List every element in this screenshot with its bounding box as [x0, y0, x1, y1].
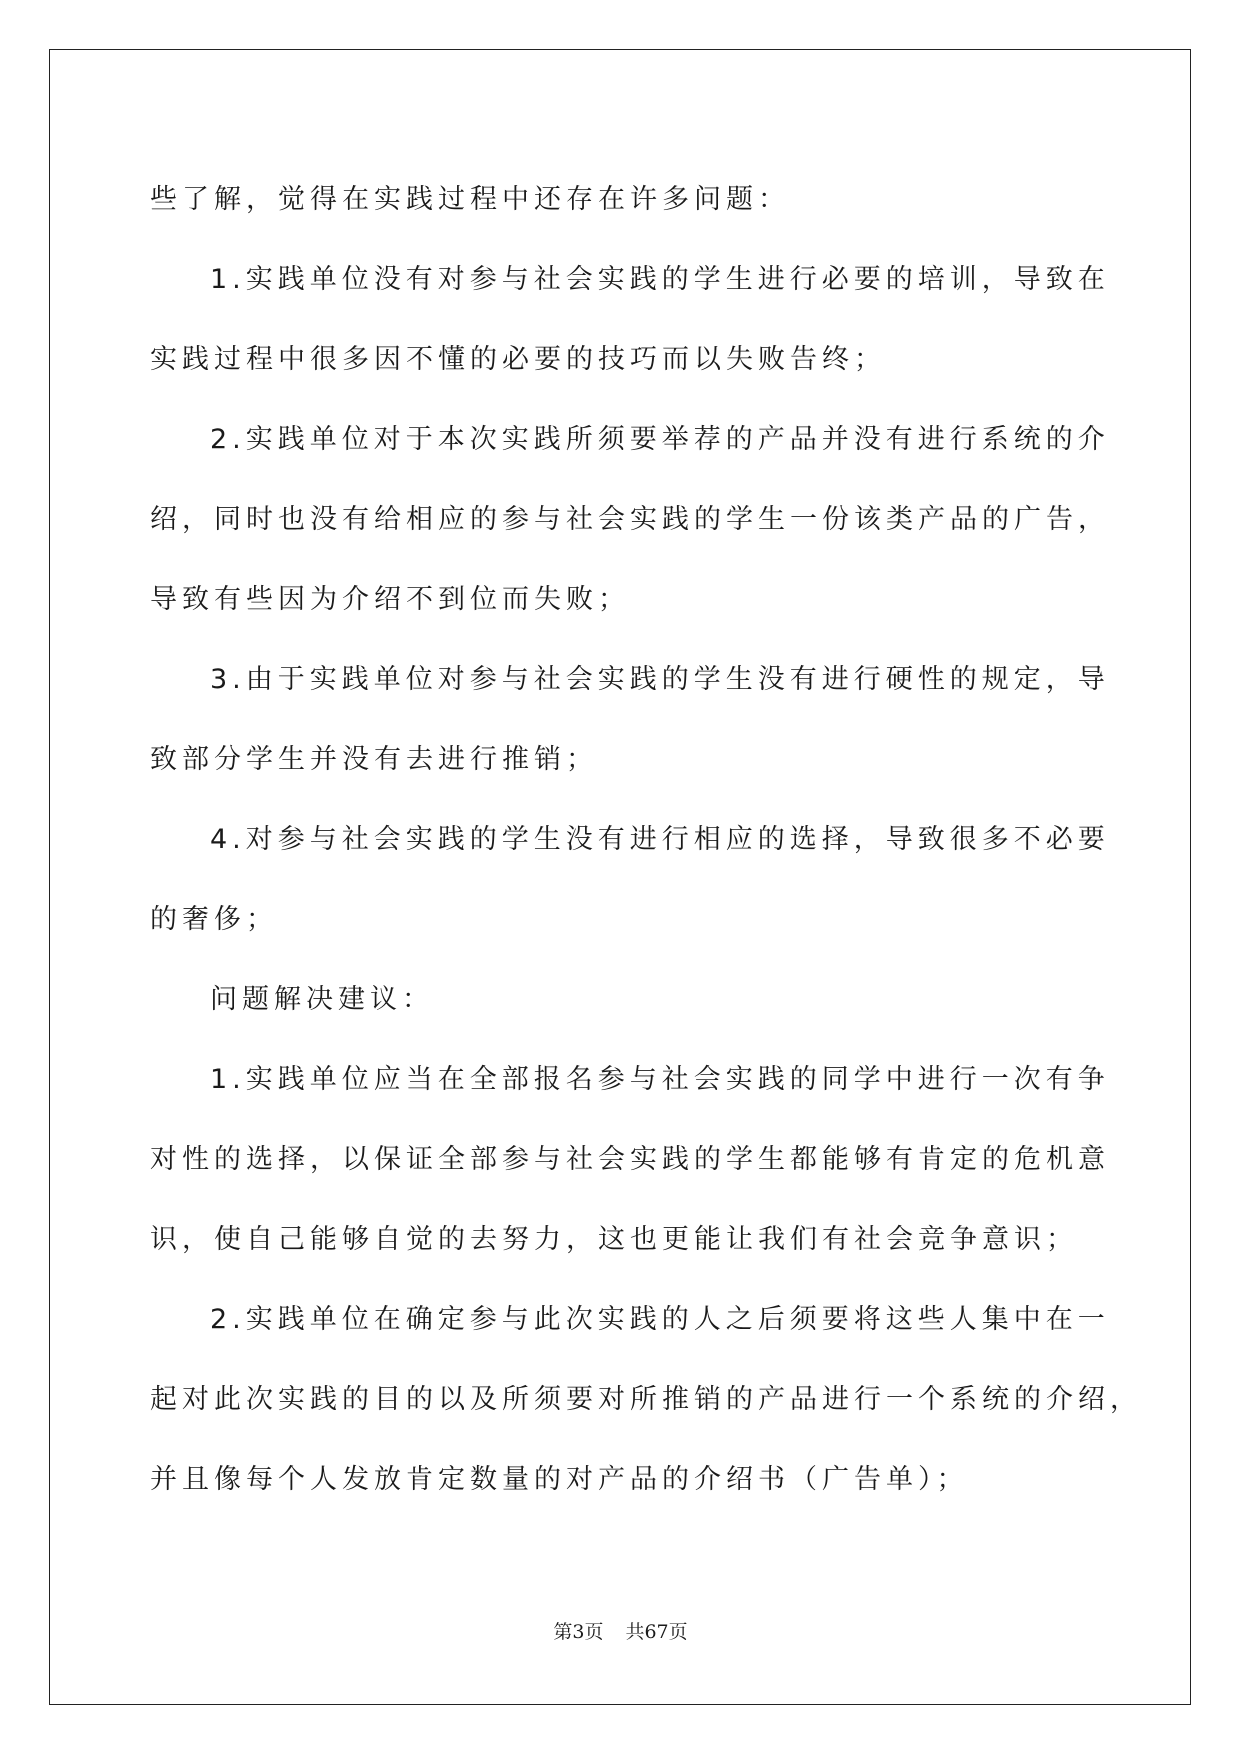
text-line: 实践过程中很多因不懂的必要的技巧而以失败告终； — [150, 344, 886, 375]
text-line: 对性的选择，以保证全部参与社会实践的学生都能够有肯定的危机意 — [150, 1144, 1110, 1175]
text-line: 导致有些因为介绍不到位而失败； — [150, 584, 630, 615]
document-body — [150, 160, 1142, 1520]
text-line: 4.对参与社会实践的学生没有进行相应的选择，导致很多不必要 — [210, 824, 1110, 855]
text-line: 2.实践单位对于本次实践所须要举荐的产品并没有进行系统的介 — [210, 424, 1110, 455]
text-line: 绍，同时也没有给相应的参与社会实践的学生一份该类产品的广告， — [150, 504, 1110, 535]
section-heading: 问题解决建议： — [210, 984, 434, 1015]
text-line: 识，使自己能够自觉的去努力，这也更能让我们有社会竞争意识； — [150, 1224, 1078, 1255]
text-line: 并且像每个人发放肯定数量的对产品的介绍书（广告单）； — [150, 1464, 969, 1495]
text-line: 2.实践单位在确定参与此次实践的人之后须要将这些人集中在一 — [210, 1304, 1110, 1335]
text-line: 的奢侈； — [150, 904, 278, 935]
text-line: 3.由于实践单位对参与社会实践的学生没有进行硬性的规定，导 — [210, 664, 1110, 695]
text-line: 致部分学生并没有去进行推销； — [150, 744, 598, 775]
text-line: 起对此次实践的目的以及所须要对所推销的产品进行一个系统的介绍， — [150, 1384, 1142, 1415]
total-pages-label: 共67页 — [625, 1621, 688, 1643]
text-line: 1.实践单位没有对参与社会实践的学生进行必要的培训，导致在 — [210, 264, 1110, 295]
current-page-label: 第3页 — [553, 1621, 604, 1643]
text-line: 1.实践单位应当在全部报名参与社会实践的同学中进行一次有争 — [210, 1064, 1110, 1095]
text-line: 些了解，觉得在实践过程中还存在许多问题： — [150, 184, 790, 215]
page-footer — [0, 1617, 1241, 1644]
